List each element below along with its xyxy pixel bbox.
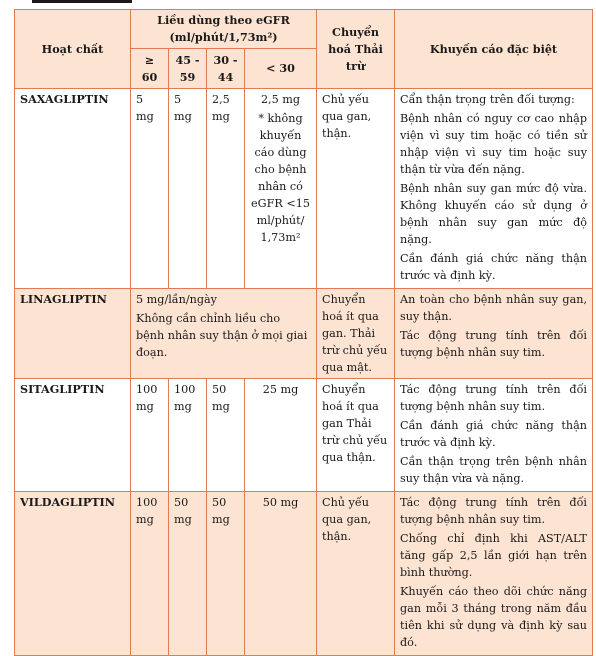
metabolism-cell: Chuyển hoá ít qua gan. Thải trừ chủ yếu qua mật. [317,289,395,379]
page-top-strip [0,0,596,8]
dose-cell: 100 mg [131,379,169,492]
drug-name: VILDAGLIPTIN [15,492,131,656]
dose-cell: 50 mg [207,379,245,492]
dose-cell-merged [131,289,317,379]
header-special-notes: Khuyến cáo đặc biệt [395,10,593,89]
egfr-title: Liều dùng theo eGFR [157,13,290,27]
dose-value: 5 mg/lần/ngày [136,293,217,306]
dose-cell: 50 mg [207,492,245,656]
notes-cell [395,89,593,289]
row-saxagliptin [15,89,593,289]
dpp4-dosing-table [14,9,593,656]
note-line: Tác động trung tính trên đối tượng bệnh nhân suy tim. [400,496,588,526]
dose-cell: 5 mg [131,89,169,289]
dose-cell: 100 mg [169,379,207,492]
metabolism-cell: Chủ yếu qua gan, thận. [317,492,395,656]
heading-fragment [32,0,132,3]
notes-cell [395,492,593,656]
egfr-range-3: 30 - 44 [207,49,245,89]
dose-cell: 50 mg [169,492,207,656]
dose-cell: 2,5 mg [207,89,245,289]
note-line: Bệnh nhân suy gan mức độ vừa. Không khuyến cáo sử dụng ở bệnh nhân suy gan mức độ nặng. [400,182,588,246]
note-line: Tác động trung tính trên đối tượng bệnh nhân suy tim. [400,383,588,413]
dose-footnote: * không khuyến cáo dùng cho bệnh nhân có eGFR <15 ml/phút/ 1,73m² [251,112,310,244]
row-vildagliptin [15,492,593,656]
drug-name: LINAGLIPTIN [15,289,131,379]
note-line: Chống chỉ định khi AST/ALT tăng gấp 2,5 lần giới hạn trên bình thường. [400,532,588,579]
note-line: An toàn cho bệnh nhân suy gan, suy thận. [400,293,588,323]
header-metabolism: Chuyển hoá Thải trừ [317,10,395,89]
note-line: Cẩn thận trọng trên đối tượng: [400,93,575,106]
header-row-1 [15,10,593,49]
drug-name: SITAGLIPTIN [15,379,131,492]
dose-cell: 100 mg [131,492,169,656]
drug-name: SAXAGLIPTIN [15,89,131,289]
metabolism-cell: Chủ yếu qua gan, thận. [317,89,395,289]
dose-comment: Không cần chỉnh liều cho bệnh nhân suy thận ở mọi giai đoạn. [136,312,308,359]
dose-cell [245,89,317,289]
dose-value: 2,5 mg [260,93,301,106]
metabolism-cell: Chuyển hoá ít qua gan Thải trừ chủ yếu qua thận. [317,379,395,492]
note-line: Cần đánh giá chức năng thận trước và định kỳ. [400,419,588,449]
egfr-unit: (ml/phút/1,73m²) [169,30,278,44]
note-line: Cần thận trọng trên bệnh nhân suy thận vừa và nặng. [400,455,588,485]
egfr-range-4: < 30 [245,49,317,89]
note-line: Cần đánh giá chức năng thận trước và định kỳ. [400,252,588,282]
egfr-range-2: 45 - 59 [169,49,207,89]
egfr-range-1: ≥ 60 [131,49,169,89]
row-sitagliptin [15,379,593,492]
header-active-ingredient: Hoạt chất [15,10,131,89]
header-egfr-dose [131,10,317,49]
note-line: Khuyến cáo theo dõi chức năng gan mỗi 3 tháng trong năm đầu tiên khi sử dụng và định kỳ sau đó. [400,585,588,649]
note-line: Bệnh nhân có nguy cơ cao nhập viện vì suy tim hoặc có tiền sử nhập viện vì suy tim hoặc suy thận từ vừa đến nặng. [400,112,588,176]
dose-cell: 25 mg [245,379,317,492]
dose-cell: 50 mg [245,492,317,656]
notes-cell [395,289,593,379]
note-line: Tác động trung tính trên đối tượng bệnh nhân suy tim. [400,329,588,359]
notes-cell [395,379,593,492]
dose-cell: 5 mg [169,89,207,289]
row-linagliptin [15,289,593,379]
